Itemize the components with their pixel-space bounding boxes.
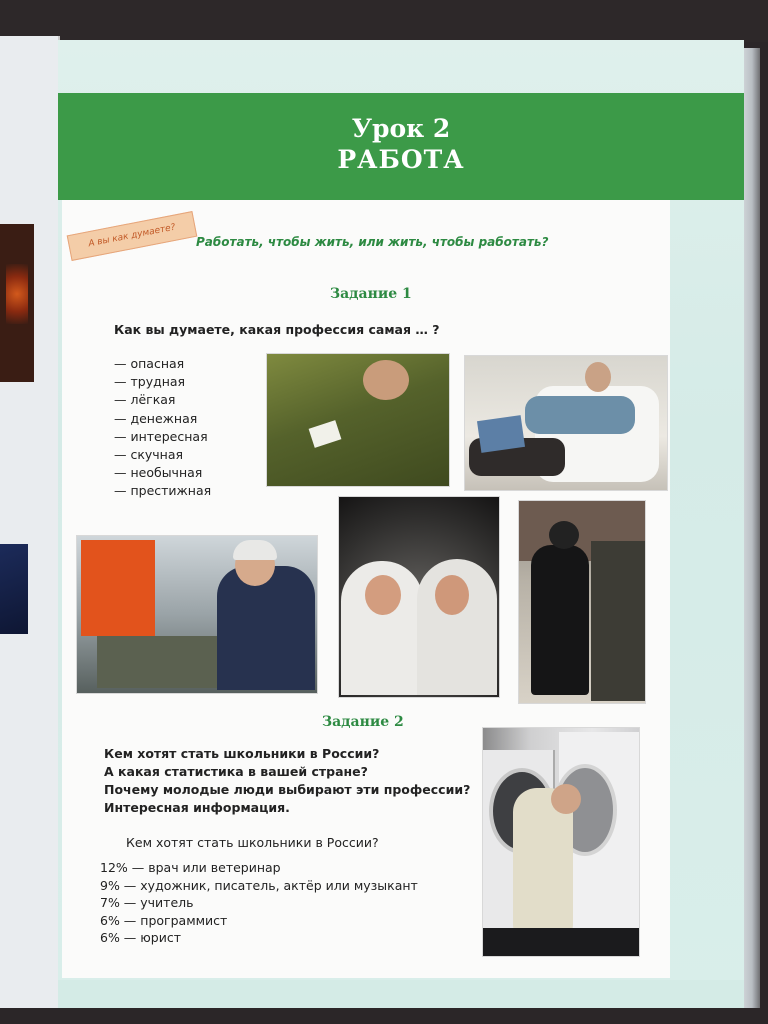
relaxing-man-photo: [464, 355, 668, 491]
discussion-sticker: А вы как думаете?: [67, 211, 198, 261]
list-item: 9% — художник, писатель, актёр или музыкант: [100, 877, 418, 893]
task-2-questions: [104, 745, 470, 817]
task-2-line: Кем хотят стать школьники в России?: [104, 746, 380, 761]
previous-page-edge: [0, 36, 60, 1008]
police-photo: [518, 500, 646, 704]
page-stack-edge: [744, 48, 760, 1008]
factory-worker-photo: [76, 535, 318, 694]
lesson-number: Урок 2: [351, 114, 451, 143]
list-item: 6% — программист: [100, 912, 228, 928]
previous-page-graphic: [0, 544, 28, 634]
scan-background: [0, 0, 768, 42]
task-2-line: А какая статистика в вашей стране?: [104, 764, 368, 779]
list-item: — престижная: [114, 483, 212, 499]
stats-heading: Кем хотят стать школьники в России?: [126, 835, 379, 850]
list-item: — лёгкая: [114, 392, 176, 408]
list-item: — скучная: [114, 447, 184, 463]
task-2-line: Почему молодые люди выбирают эти профессии?: [104, 782, 471, 797]
list-item: — необычная: [114, 465, 203, 481]
soldier-photo: [266, 353, 450, 487]
task-1-title: Задание 1: [330, 286, 412, 302]
adjective-list: [114, 355, 211, 501]
lead-question: Работать, чтобы жить, или жить, чтобы работать?: [196, 235, 549, 249]
task-2-title: Задание 2: [322, 714, 404, 730]
previous-page-photo: [0, 224, 34, 382]
task-1-prompt: Как вы думаете, какая профессия самая … ?: [114, 322, 440, 337]
baby-washing-machine-photo: [482, 727, 640, 957]
list-item: — денежная: [114, 410, 198, 426]
task-2-line: Интересная информация.: [104, 800, 290, 815]
statistics-list: [100, 859, 418, 947]
lesson-topic: РАБОТА: [337, 145, 465, 174]
list-item: — интересная: [114, 428, 208, 444]
list-item: — трудная: [114, 374, 186, 390]
list-item: 6% — юрист: [100, 930, 182, 945]
list-item: 12% — врач или ветеринар: [100, 860, 281, 875]
page-bottom-margin: [58, 980, 744, 1008]
cosmonauts-photo: [338, 496, 500, 698]
list-item: 7% — учитель: [100, 895, 194, 910]
list-item: — опасная: [114, 356, 185, 371]
lesson-header: [58, 93, 744, 200]
